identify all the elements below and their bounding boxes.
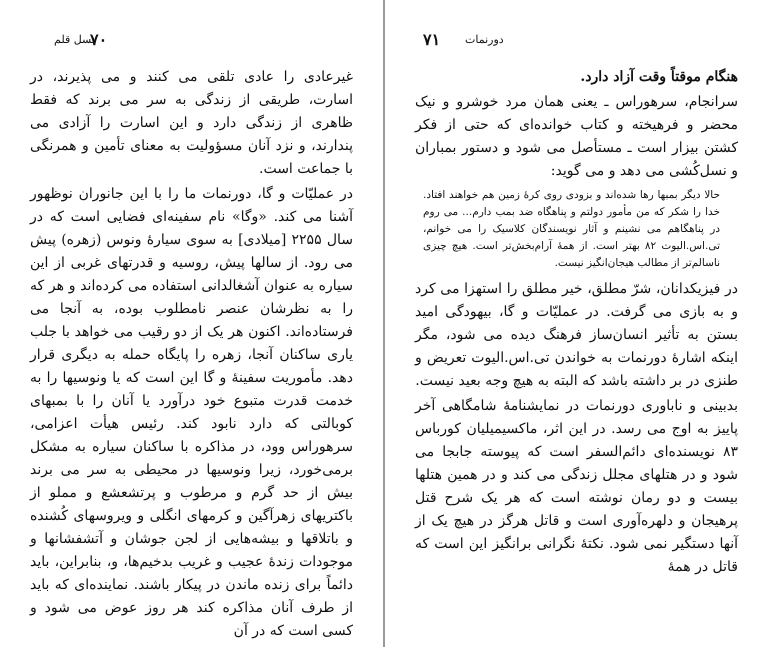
block-quote: حالا دیگر بمبها رها شده‌اند و بزودی روی کرهٔ زمین هم خواهند افتاد. خدا را شکر که من مأمور دولتم و پناهگاه ضد بمب دارم... می روم در پناهگاهم می نشینم و آثار نویسندگان کلاسیک را می خوانم، تی.اس.الیوت ۸۲ بهتر است. از همهٔ آرام‌بخش‌تر است. هیچ چیزی ناسالم‌تر از مطالب هیجان‌انگیز نیست. [423,189,720,269]
page-number: ۷۱ [423,30,441,49]
paragraph: در عملیّات و گا، دورنمات ما را با این جانوران نوظهور آشنا می کند. «وگا» نام سفینه‌ای فضایی است که در سال ۲۲۵۵ [میلادی] به سوی سیارهٔ ونوس (زهره) پیش می رود. از سالها پیش، روسیه و قدرتهای غربی از این سیاره به عنوان آشغالدانی استفاده می کرده‌اند و هر که را به نظرشان عنصر نامطلوب بوده، به آنجا می فرستاده‌اند. اکنون هر یک از دو رقیب می خواهد با جلب یاری ساکنان آنجا، زهره را پایگاه حمله به دیگری قرار دهد. مأموریت سفینهٔ و گا این است که یا ونوسیها را به خدمت قدرت متبوع خود درآورد یا آنان را با بمبهای کوبالتی که دارد نابود کند. رئیس هیأت اعزامی، سرهوراس وود، در مذاکره با ساکنان سیاره به مشکل برمی‌خورد، زیرا ونوسیها در محیطی به سر می برند بیش از حد گرم و مرطوب و پرتشعشع و مملو از باکتریهای زهرآگین و کرمهای انگلی و ویروسهای کُشنده و باتلاقها و بیشه‌هایی از لجن جوشان و آتشفشانها و موجودات زندهٔ عجیب و غریب بدخیم‌ها، و، بنابراین، باید دائماً برای زنده ماندن در پیکار باشند. نماینده‌ای که باید از طرف آنان مذاکره کند هر روز عوض می شود و کسی است که در آن [30,186,353,639]
paragraph: بدبینی و ناباوری دورنمات در نمایشنامهٔ شامگاهی آخر پاییز به اوج می رسد. در این اثر، ماکسیمیلیان کورباس ۸۳ نویسنده‌ای دائم‌السفر است که پیوسته جابجا می شود و در هتلهای مجلل زندگی می کند و در همین هتلها بیست و دو رمان نوشته است که هر یک شرح قتل پرهیجان و دلهره‌آوری است و قاتل هرگز در هیچ یک از آنها دستگیر نمی شود. نکتهٔ نگرانی برانگیز این است که قاتل در همهٔ [415,398,738,575]
left-page [0,0,383,647]
page-number: ۷۰ [90,30,108,49]
opening-line: هنگام موقتاً وقت آزاد دارد. [580,69,738,85]
paragraph: سرانجام، سرهوراس ـ یعنی همان مرد خوشرو و نیک محضر و فرهیخته و کتاب خوانده‌ای که حتی از فکر کشتن بیزار است ـ مستأصل می شود و دستور بمباران و نسل‌کُشی می دهد و می گوید: [415,94,738,179]
right-page-header [415,30,738,52]
running-title: نسل قلم [54,33,95,46]
right-page [385,0,768,647]
left-page-header [30,30,353,52]
paragraph: در فیزیکدانان، شرّ مطلق، خیر مطلق را استهزا می کرد و به بازی می گرفت. در عملیّات و گا، بیهودگی امید بستن به تأثیر انسان‌ساز فرهنگ دیده می شود، مگر اینکه اشارهٔ دورنمات به خواندن تی.اس.الیوت تعریض و طنزی در بر داشته باشد که البته به هیچ وجه بعید نیست. [415,281,738,389]
paragraph: غیرعادی را عادی تلقی می کنند و می پذیرند، در اسارت، طریقی از زندگی به سر می برند که فقط ظاهری از زندگی دارد و این اسارت را آزادی می پندارند، و نزد آنان مسؤولیت به معنای تأمین و همرنگی با جماعت است. [30,69,353,177]
running-title: دورنمات [465,33,504,46]
